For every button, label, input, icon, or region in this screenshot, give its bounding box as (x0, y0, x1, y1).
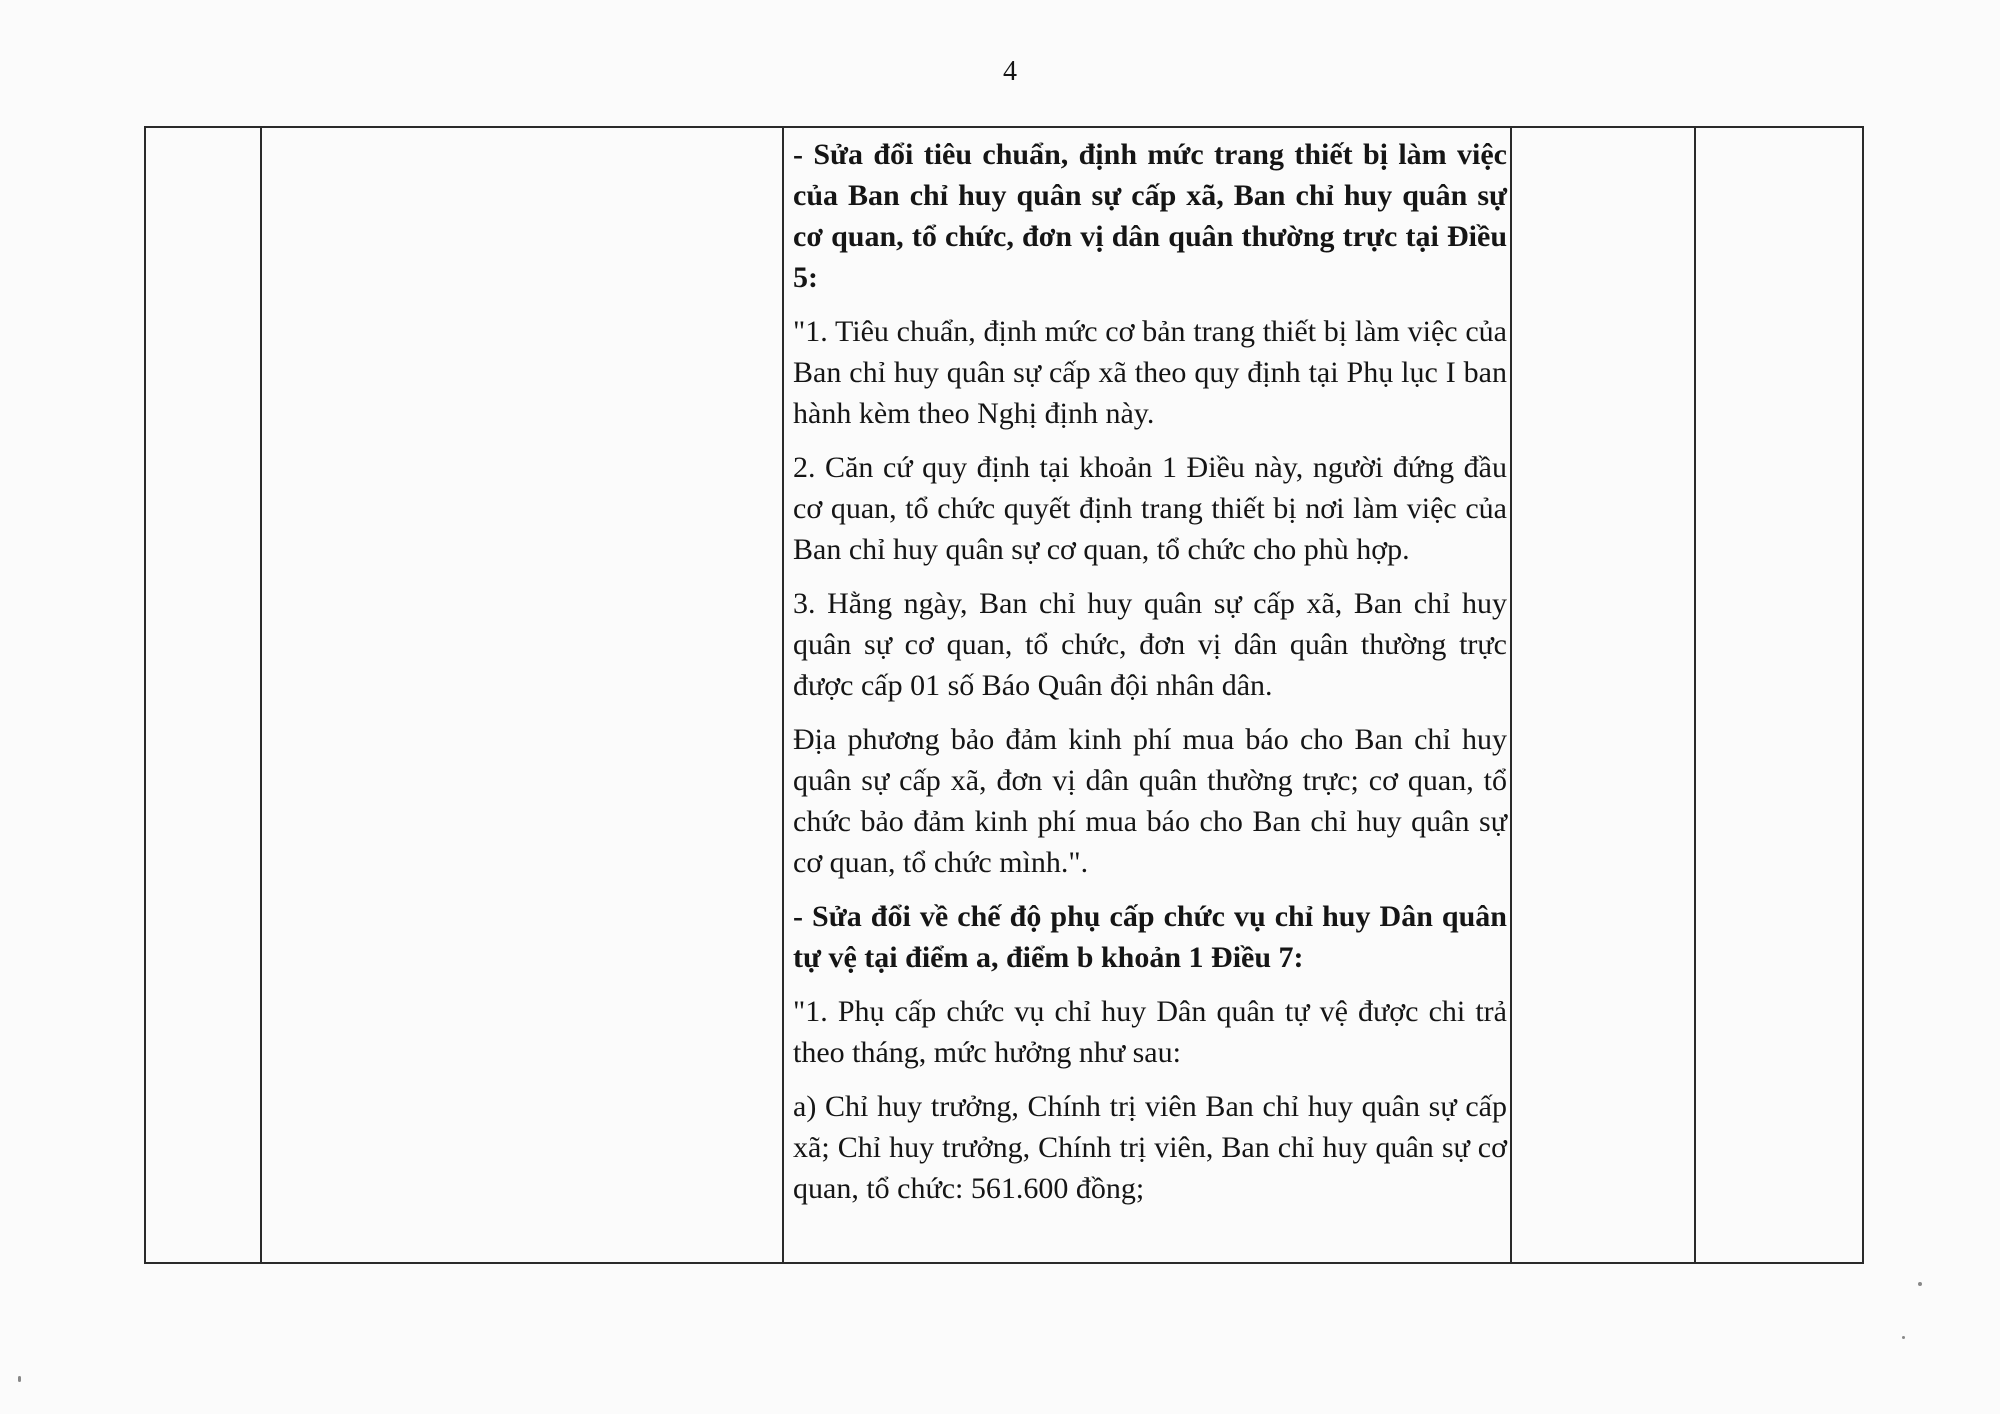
amendment-paragraph: "1. Phụ cấp chức vụ chỉ huy Dân quân tự vệ được chi trả theo tháng, mức hưởng như sau: (793, 995, 1507, 1069)
amendment-content-cell (793, 134, 1507, 1222)
amendment-heading: - Sửa đổi về chế độ phụ cấp chức vụ chỉ huy Dân quân tự vệ tại điểm a, điểm b khoản 1 Điều 7: (793, 900, 1507, 974)
comparison-table (144, 126, 1864, 1264)
amendment-paragraph: 3. Hằng ngày, Ban chỉ huy quân sự cấp xã, Ban chỉ huy quân sự cơ quan, tổ chức, đơn vị dân quân thường trực được cấp 01 số Báo Quân đội nhân dân. (793, 587, 1507, 702)
column-divider-2 (782, 128, 784, 1262)
amendment-heading: - Sửa đổi tiêu chuẩn, định mức trang thiết bị làm việc của Ban chỉ huy quân sự cấp xã, Ban chỉ huy quân sự cơ quan, tổ chức, đơn vị dân quân thường trực tại Điều 5: (793, 138, 1507, 294)
amendment-paragraph: "1. Tiêu chuẩn, định mức cơ bản trang thiết bị làm việc của Ban chỉ huy quân sự cấp xã theo quy định tại Phụ lục I ban hành kèm theo Nghị định này. (793, 315, 1507, 430)
scan-speck (18, 1376, 21, 1382)
amendment-paragraph: 2. Căn cứ quy định tại khoản 1 Điều này, người đứng đầu cơ quan, tổ chức quyết định trang thiết bị nơi làm việc của Ban chỉ huy quân sự cơ quan, tổ chức cho phù hợp. (793, 451, 1507, 566)
amendment-paragraph: a) Chỉ huy trưởng, Chính trị viên Ban chỉ huy quân sự cấp xã; Chỉ huy trưởng, Chính trị viên, Ban chỉ huy quân sự cơ quan, tổ chức: 561.600 đồng; (793, 1090, 1507, 1205)
scan-speck (1902, 1336, 1905, 1339)
column-divider-4 (1694, 128, 1696, 1262)
column-divider-3 (1510, 128, 1512, 1262)
scan-speck (1918, 1282, 1922, 1286)
page-number: 4 (1003, 56, 1017, 87)
amendment-paragraph: Địa phương bảo đảm kinh phí mua báo cho Ban chỉ huy quân sự cấp xã, đơn vị dân quân thường trực; cơ quan, tổ chức bảo đảm kinh phí mua báo cho Ban chỉ huy quân sự cơ quan, tổ chức mình.". (793, 723, 1507, 879)
column-divider-1 (260, 128, 262, 1262)
